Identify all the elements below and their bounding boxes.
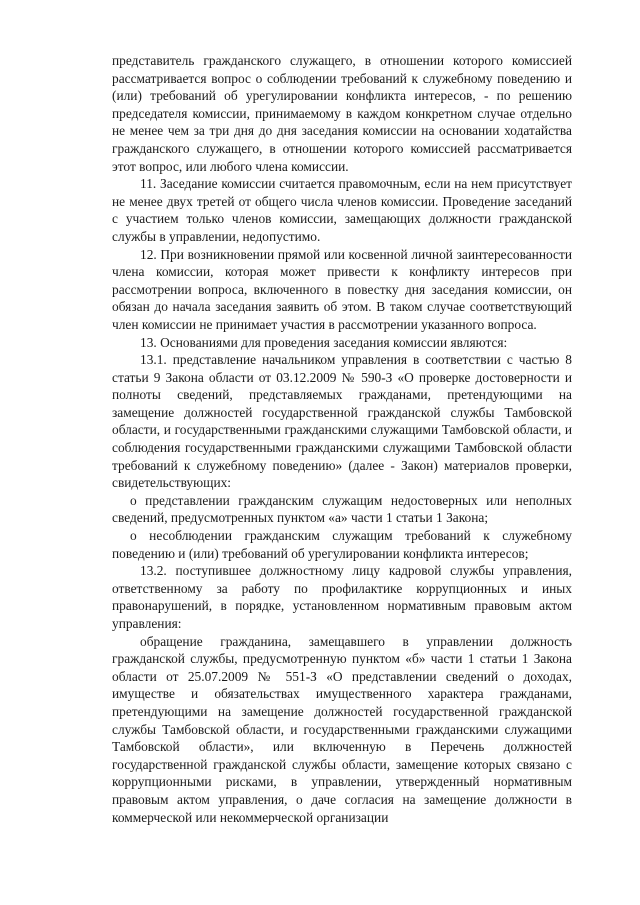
paragraph-13-1: 13.1. представление начальником управления в соответствии с частью 8 статьи 9 Закона области от 03.12.2009 № 590-З «О проверке достоверности и полноты сведений, представляемых гражданами, претендующими на замещение должностей государственной гражданской службы Тамбовской области, и государственными гражданскими служащими Тамбовской области, и соблюдения государственными гражданскими служащими Тамбовской области требований к служебному поведению» (далее - Закон) материалов проверки, свидетельствующих: xyxy=(112,352,572,491)
document-body xyxy=(112,52,572,826)
paragraph-11: 11. Заседание комиссии считается правомочным, если на нем присутствует не менее двух третей от общего числа членов комиссии. Проведение заседаний с участием только членов комиссии, замещающих должности гражданской службы в управлении, недопустимо. xyxy=(112,176,572,244)
paragraph-12: 12. При возникновении прямой или косвенной личной заинтересованности члена комиссии, которая может привести к конфликту интересов при рассмотрении вопроса, включенного в повестку дня заседания комиссии, он обязан до начала заседания заявить об этом. В таком случае соответствующий член комиссии не принимает участия в рассмотрении указанного вопроса. xyxy=(112,246,572,332)
paragraph-13-2-appeal: обращение гражданина, замещавшего в управлении должность гражданской службы, предусмотренную пунктом «б» части 1 статьи 1 Закона области от 25.07.2009 № 551-З «О представлении сведений о доходах, имуществе и обязательствах имущественного характера гражданами, претендующими на замещение должностей государственной гражданской службы Тамбовской области, и государственными гражданскими служащими Тамбовской области», или включенную в Перечень должностей государственной гражданской службы области, замещение которых связано с коррупционными рисками, в управлении, утвержденный нормативным правовым актом управления, о даче согласия на замещение должности в коммерческой или некоммерческой организации xyxy=(112,633,572,825)
paragraph-13-2: 13.2. поступившее должностному лицу кадровой службы управления, ответственному за работу по профилактике коррупционных и иных правонарушений, в порядке, установленном нормативным правовым актом управления: xyxy=(112,563,572,631)
paragraph-13-1-item-b: о несоблюдении гражданским служащим требований к служебному поведению и (или) требований об урегулировании конфликта интересов; xyxy=(112,528,572,561)
paragraph-13-1-item-a: о представлении гражданским служащим недостоверных или неполных сведений, предусмотренных пунктом «а» части 1 статьи 1 Закона; xyxy=(112,492,572,526)
paragraph-continuation: представитель гражданского служащего, в отношении которого комиссией рассматривается вопрос о соблюдении требований к служебному поведению и (или) требований об урегулировании конфликта интересов, - по решению председателя комиссии, принимаемому в каждом конкретном случае отдельно не менее чем за три дня до дня заседания комиссии на основании ходатайства гражданского служащего, в отношении которого комиссией рассматривается этот вопрос, или любого члена комиссии. xyxy=(112,53,572,174)
paragraph-13: 13. Основаниями для проведения заседания комиссии являются: xyxy=(140,334,508,350)
